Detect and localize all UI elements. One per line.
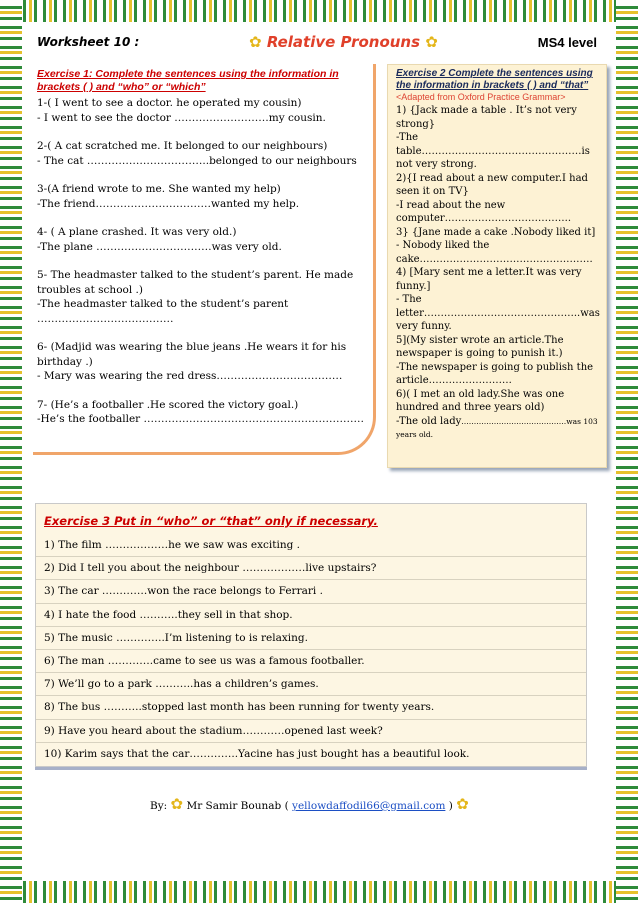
blank-dots: …………………………………… — [461, 416, 567, 426]
level-label: MS4 level — [537, 35, 597, 50]
exercise-1-block — [33, 268, 373, 326]
exercise-2-source: <Adapted from Oxford Practice Grammar> — [396, 92, 566, 102]
closing-paren: ) — [448, 800, 453, 812]
decorative-border-top — [0, 0, 638, 22]
list-item: 2) Did I tell you about the neighbour ………………live upstairs? — [36, 556, 586, 579]
by-label: By: — [150, 800, 168, 812]
exercise-line: ………………………………… — [37, 312, 174, 325]
exercise-line: strong} — [396, 118, 436, 130]
decorative-border-left — [0, 0, 22, 903]
flower-icon: ✿ — [456, 795, 469, 813]
exercise-line: -The newspaper is going to publish the — [396, 361, 594, 373]
author-name: Mr Samir Bounab ( — [186, 800, 289, 812]
list-item: 3) The car ………….won the race belongs to Ferrari . — [36, 579, 586, 602]
list-item: 8) The bus ………..stopped last month has been running for twenty years. — [36, 695, 586, 718]
exercise-2-box — [387, 64, 607, 468]
worksheet-number: Worksheet 10 : — [37, 35, 140, 49]
exercise-line: article……………………. — [396, 375, 512, 386]
exercise-line: -The table…………………………………………is — [396, 132, 590, 157]
exercise-line: 4) [Mary sent me a letter.It was very — [396, 267, 582, 278]
exercise-line: 6- (Madjid was wearing the blue jeans .He wears it for his — [37, 341, 347, 353]
exercise-1-block — [33, 139, 373, 168]
exercise-line: 3} {Jane made a cake .Nobody liked it] — [396, 226, 596, 238]
exercise-1-block — [33, 225, 373, 254]
exercise-line: 6)( I met an old lady.She was one — [396, 388, 565, 400]
exercise-line: 5](My sister wrote an article.The — [396, 334, 564, 346]
list-item: 5) The music …………..I’m listening to is relaxing. — [36, 626, 586, 649]
decorative-border-right — [616, 0, 638, 903]
exercise-2-title: Exercise 2 Complete the sentences using the information in brackets ( ) and “that” — [396, 68, 593, 91]
exercise-1-block — [33, 398, 373, 427]
exercise-line: 2-( A cat scratched me. It belonged to our neighbours) — [37, 140, 328, 152]
exercise-line — [396, 415, 598, 429]
exercise-line: very funny. — [396, 321, 452, 332]
exercise-line: hundred and three years old) — [396, 402, 545, 413]
exercise-line: 4- ( A plane crashed. It was very old.) — [37, 226, 237, 238]
exercise-line: cake……………………………………………. — [396, 253, 593, 265]
exercise-line: - Nobody liked the — [396, 240, 490, 251]
exercise-line: -The friend……………………………wanted my help. — [37, 197, 300, 210]
exercise-line: years old. — [396, 430, 434, 439]
exercise-line: -The plane ……………………………was very old. — [37, 240, 282, 253]
flower-icon: ✿ — [249, 33, 262, 51]
exercise-line: -He’s the footballer ……………………………………………………… — [37, 413, 365, 425]
exercise-line: 5- The headmaster talked to the student’s parent. He made — [37, 269, 354, 281]
exercise-line: 3-(A friend wrote to me. She wanted my help) — [37, 183, 281, 195]
exercise-line: 7- (He’s a footballer .He scored the victory goal.) — [37, 398, 299, 411]
exercise-line: 1) {Jack made a table . It’s not very — [396, 105, 577, 116]
exercise-line: seen it on TV} — [396, 186, 469, 197]
worksheet-header — [37, 33, 597, 55]
exercise-line: - The letter………………………………………..was — [396, 294, 600, 319]
list-item: 1) The film ………………he we saw was exciting . — [44, 539, 300, 551]
exercise-line: 1-( I went to see a doctor. he operated my cousin) — [37, 97, 302, 109]
line-text: was 103 — [566, 416, 598, 426]
exercise-1-block — [33, 182, 373, 211]
email-link[interactable]: yellowdaffodil66@gmail.com — [292, 800, 446, 812]
exercise-line: newspaper is going to punish it.) — [396, 348, 563, 359]
flower-icon: ✿ — [425, 33, 438, 51]
page-title — [249, 33, 438, 51]
exercise-line: - Mary was wearing the red dress……………………………… — [37, 370, 343, 382]
decorative-border-bottom — [0, 881, 638, 903]
exercise-line: funny.] — [396, 280, 431, 292]
flower-icon: ✿ — [170, 795, 184, 813]
title-text: Relative Pronouns — [266, 33, 421, 51]
author-line — [150, 795, 469, 813]
line-text: -The old lady — [396, 415, 462, 427]
list-item: 10) Karim says that the car…………..Yacine has just bought has a beautiful look. — [36, 742, 586, 765]
exercise-1-block — [33, 340, 373, 384]
exercise-line: not very strong. — [396, 159, 477, 170]
exercise-3-title: Exercise 3 Put in “who” or “that” only if necessary. — [44, 514, 378, 528]
exercise-1-title: Exercise 1: Complete the sentences using the information in brackets ( ) and “who” or “which” — [37, 68, 339, 93]
exercise-line: -I read about the new — [396, 199, 506, 211]
list-item: 9) Have you heard about the stadium…………opened last week? — [36, 719, 586, 742]
list-item: 4) I hate the food ………..they sell in that shop. — [36, 603, 586, 626]
exercise-line: -The headmaster talked to the student’s parent — [37, 298, 289, 310]
exercise-1-box — [33, 64, 376, 455]
exercise-3-box — [35, 503, 587, 767]
list-item: 6) The man ………….came to see us was a famous footballer. — [36, 649, 586, 672]
exercise-line: birthday .) — [37, 355, 93, 368]
exercise-line: - I went to see the doctor ………………………my cousin. — [37, 111, 326, 124]
exercise-line: troubles at school .) — [37, 283, 143, 296]
list-item: 7) We’ll go to a park ………..has a children’s games. — [36, 672, 586, 695]
exercise-line: - The cat ……………………………..belonged to our neighbours — [37, 154, 357, 167]
exercise-line: 2){I read about a new computer.I had — [396, 172, 588, 184]
exercise-line: computer……………………………….. — [396, 213, 572, 224]
exercise-1-block — [33, 96, 373, 125]
